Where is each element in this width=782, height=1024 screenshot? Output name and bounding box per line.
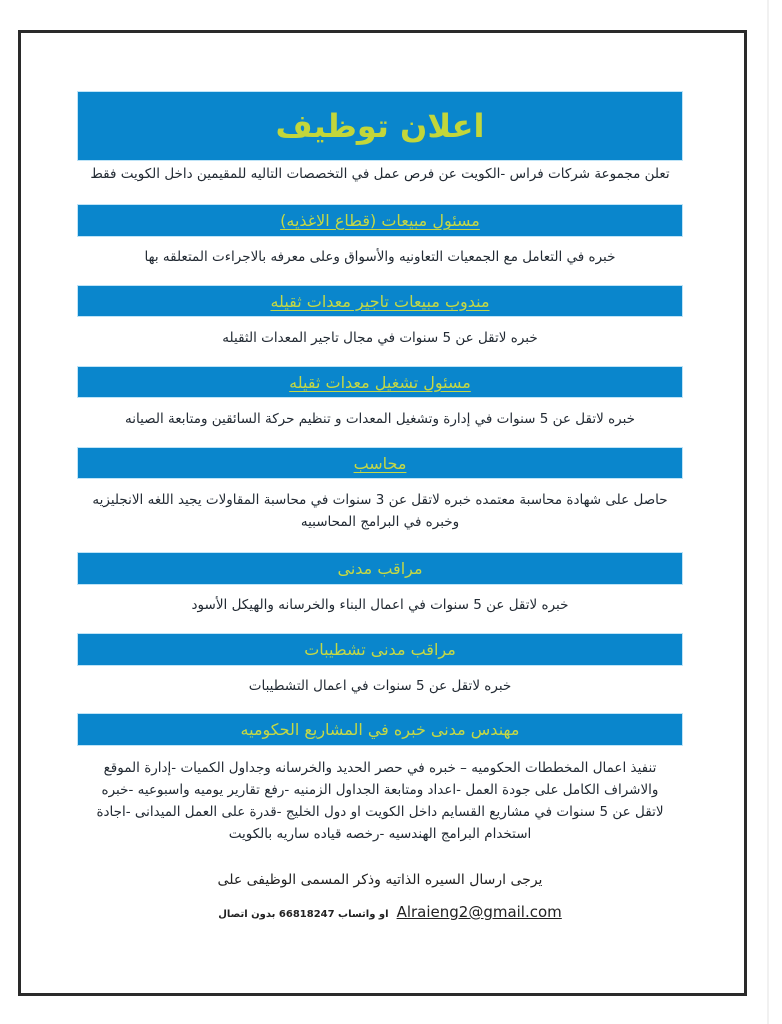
position-title: مندوب مبيعات تاجير معدات ثقيله (270, 291, 490, 311)
position-description: خبره في التعامل مع الجمعيات التعاونيه والأسواق وعلى معرفه بالاجراءت المتعلقه بها (144, 249, 616, 265)
header-banner (78, 92, 682, 160)
position-description: خبره لاتقل عن 5 سنوات في اعمال التشطيبات (248, 678, 512, 694)
description-line: لاتقل عن 5 سنوات في مشاريع القسايم داخل الكويت او دول الخليج -قدرة على العمل الميدانى -اجادة (96, 804, 664, 820)
position-header-civil-supervisor (78, 553, 682, 584)
position-description (70, 489, 690, 533)
position-title: مراقب مدنى (337, 559, 423, 578)
intro-text: تعلن مجموعة شركات فراس -الكويت عن فرص عمل في التخصصات التاليه للمقيمين داخل الكويت فقط (90, 166, 670, 182)
position-title: مسئول مبيعات (قطاع الاغذيه) (280, 211, 480, 230)
description-line: تنفيذ اعمال المخططات الحكوميه – خبره في حصر الحديد والخرسانه وجداول الكميات -إدارة الموقع (103, 760, 657, 776)
position-description (70, 757, 690, 845)
whatsapp-text: او واتساب 66818247 بدون اتصال (218, 909, 389, 920)
position-description: خبره لاتقل عن 5 سنوات في إدارة وتشغيل المعدات و تنظيم حركة السائقين ومتابعة الصيانه (124, 411, 636, 427)
position-header-civil-engineer (78, 714, 682, 745)
email-link[interactable]: Alraieng2@gmail.com (396, 903, 562, 921)
description-line: وخبره في البرامج المحاسبيه (300, 514, 460, 530)
position-title: محاسب (353, 453, 407, 473)
position-header-equipment-rental-rep (78, 286, 682, 316)
position-title: مراقب مدنى تشطيبات (304, 640, 456, 659)
position-description: خبره لاتقل عن 5 سنوات في مجال تاجير المعدات الثقيله (222, 330, 538, 346)
page-edge-line (767, 0, 769, 1024)
position-title: مهندس مدنى خبره في المشاريع الحكوميه (240, 720, 520, 739)
description-line: حاصل على شهادة محاسبة معتمده خبره لاتقل عن 3 سنوات في محاسبة المقاولات يجيد اللغه الانجليزيه (92, 492, 668, 508)
contact-instruction: يرجى ارسال السيره الذاتيه وذكر المسمى الوظيفى على (217, 872, 543, 888)
description-line: استخدام البرامج الهندسيه -رخصه قياده ساريه بالكويت (228, 826, 532, 842)
position-header-sales-officer (78, 205, 682, 236)
position-title: مسئول تشغيل معدات ثقيله (289, 372, 471, 392)
page-title: اعلان توظيف (275, 107, 485, 145)
contact-row (200, 903, 580, 921)
position-header-finishing-supervisor (78, 634, 682, 665)
description-line: والاشراف الكامل على جودة العمل -اعداد ومتابعة الجداول الزمنيه -رفع تقارير يوميه واسبوعيه -خبره (101, 782, 659, 798)
position-description: خبره لاتقل عن 5 سنوات في اعمال البناء والخرسانه والهيكل الأسود (191, 597, 569, 613)
position-header-accountant (78, 448, 682, 478)
position-header-equipment-operations (78, 367, 682, 397)
